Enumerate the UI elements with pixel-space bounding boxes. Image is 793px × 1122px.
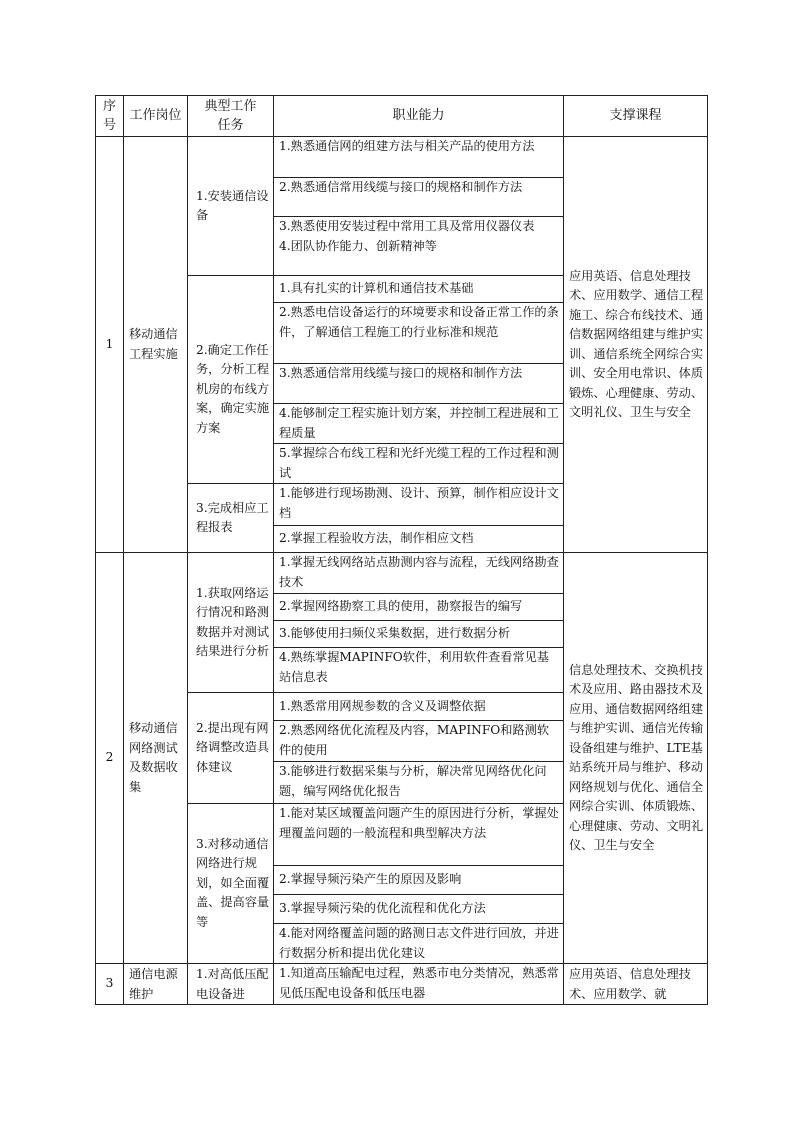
document-page [95,95,707,1005]
header-task: 典型工作任务 [188,96,274,137]
ability-item: 1.能对某区域覆盖问题产生的原因进行分析，掌握处理覆盖问题的一般流程和典型解决方法 [274,804,564,866]
ability-item: 1.掌握无线网络站点勘测内容与流程，无线网络勘查技术 [274,553,564,594]
table-row [96,553,708,594]
ability-item: 1.熟悉常用网规参数的含义及调整依据 [274,693,564,721]
typical-task: 2.确定工作任务，分析工程机房的布线方案，确定实施方案 [188,276,274,484]
ability-item: 3.能够进行数据采集与分析，解决常见网络优化问题，编写网络优化报告 [274,762,564,804]
ability-item: 2.熟悉通信常用线缆与接口的规格和制作方法 [274,178,564,217]
row-no: 2 [96,553,124,964]
typical-task: 3.对移动通信网络进行规划，如全面覆盖、提高容量等 [188,804,274,964]
table-row [96,137,708,178]
ability-item: 2.熟悉网络优化流程及内容，MAPINFO和路测软件的使用 [274,721,564,762]
work-post: 通信电源维护 [124,964,188,1005]
ability-item: 1.具有扎实的计算机和通信技术基础 [274,276,564,303]
table-row [96,964,708,1005]
typical-task: 1.对高低压配电设备进 [188,964,274,1005]
work-post: 移动通信工程实施 [124,137,188,553]
row-no: 3 [96,964,124,1005]
typical-task: 3.完成相应工程报表 [188,484,274,553]
header-ability: 职业能力 [274,96,564,137]
ability-item: 3.熟悉通信常用线缆与接口的规格和制作方法 [274,364,564,404]
ability-item: 1.熟悉通信网的组建方法与相关产品的使用方法 [274,137,564,178]
ability-item: 2.熟悉电信设备运行的环境要求和设备正常工作的条件，了解通信工程施工的行业标准和规范 [274,303,564,364]
typical-task: 2.提出现有网络调整改造具体建议 [188,693,274,804]
ability-item: 4.能够制定工程实施计划方案，并控制工程进展和工程质量 [274,404,564,444]
typical-task: 1.获取网络运行情况和路测数据并对测试结果进行分析 [188,553,274,693]
ability-item: 2.掌握网络勘察工具的使用，勘察报告的编写 [274,594,564,621]
ability-item: 4.能对网络覆盖问题的路测日志文件进行回放，并进行数据分析和提出优化建议 [274,924,564,964]
ability-item: 2.掌握导频污染产生的原因及影响 [274,866,564,895]
support-course: 应用英语、信息处理技术、应用数学、就 [564,964,708,1005]
header-post: 工作岗位 [124,96,188,137]
ability-item: 5.掌握综合布线工程和光纤光缆工程的工作过程和测试 [274,444,564,484]
support-course: 信息处理技术、交换机技术及应用、路由器技术及应用、通信数据网络组建与维护实训、通信光传输设备组建与维护、LTE基站系统开局与维护、移动网络规划与优化、通信全网综合实训、体质锻炼、心理健康、劳动、文明礼仪、卫生与安全 [564,553,708,964]
ability-item: 1.能够进行现场勘测、设计、预算，制作相应设计文档 [274,484,564,526]
curriculum-table [95,95,708,1005]
support-course: 应用英语、信息处理技术、应用数学、通信工程施工、综合布线技术、通信数据网络组建与维护实训、通信系统全网综合实训、安全用电常识、体质锻炼、心理健康、劳动、文明礼仪、卫生与安全 [564,137,708,553]
ability-item: 3.掌握导频污染的优化流程和优化方法 [274,895,564,924]
ability-item: 1.知道高压输配电过程，熟悉市电分类情况，熟悉常见低压配电设备和低压电器 [274,964,564,1005]
ability-item: 4.熟练掌握MAPINFO软件，利用软件查看常见基站信息表 [274,648,564,693]
header-row [96,96,708,137]
work-post: 移动通信网络测试及数据收集 [124,553,188,964]
ability-item: 3.熟悉使用安装过程中常用工具及常用仪器仪表 4.团队协作能力、创新精神等 [274,217,564,276]
row-no: 1 [96,137,124,553]
typical-task: 1.安装通信设备 [188,137,274,276]
header-course: 支撑课程 [564,96,708,137]
ability-item: 3.能够使用扫频仪采集数据，进行数据分析 [274,621,564,648]
ability-item: 2.掌握工程验收方法，制作相应文档 [274,526,564,553]
header-no: 序号 [96,96,124,137]
